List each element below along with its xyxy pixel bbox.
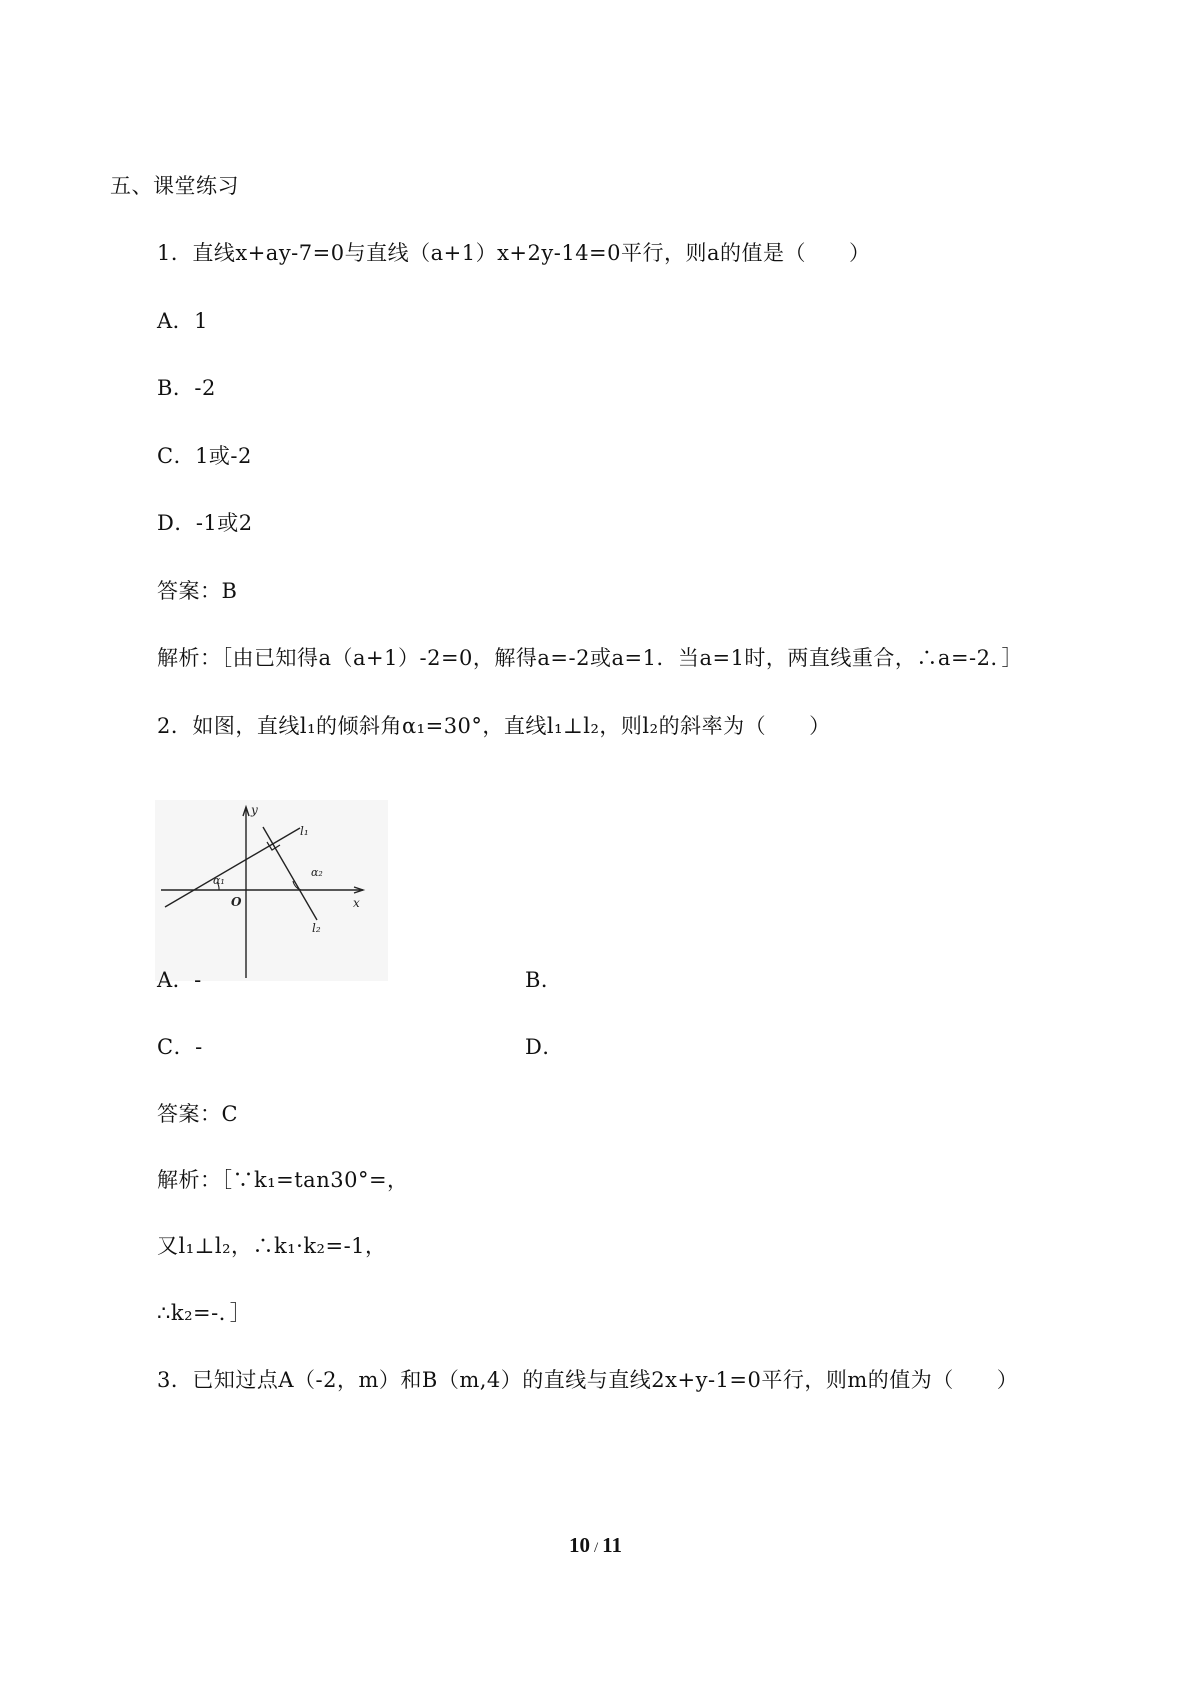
page-separator: / [593, 1540, 599, 1556]
current-page: 10 [568, 1533, 590, 1557]
section-title: 五、课堂练习 [110, 174, 239, 198]
question-2-option-d: D． [525, 1035, 564, 1059]
y-axis-label: y [251, 803, 258, 817]
question-1-stem: 1．直线x+ay-7=0与直线（a+1）x+2y-14=0平行，则a的值是（ ） [157, 241, 871, 265]
question-1-option-d: D．-1或2 [157, 511, 253, 535]
total-pages: 11 [602, 1533, 622, 1557]
page-number [0, 1533, 1191, 1558]
l1-label: l₁ [300, 824, 309, 838]
question-2-analysis-line-2: 又l₁⊥l₂，∴k₁·k₂=-1， [157, 1234, 387, 1258]
question-2-option-c: C．- [157, 1035, 203, 1059]
question-1-answer: 答案：B [157, 579, 238, 603]
l2-label: l₂ [312, 921, 321, 935]
question-2-option-b: B． [525, 968, 563, 992]
question-1-option-b: B．-2 [157, 376, 216, 400]
question-1-option-a: A．1 [157, 309, 209, 333]
line-l2 [263, 827, 317, 920]
question-2-figure [155, 800, 388, 981]
question-1-analysis: 解析：［由已知得a（a+1）-2=0，解得a=-2或a=1．当a=1时，两直线重合，∴a=-2．］ [157, 646, 1024, 670]
question-3-stem: 3．已知过点A（-2，m）和B（m,4）的直线与直线2x+y-1=0平行，则m的值为（ ） [157, 1368, 1019, 1392]
question-2-option-a: A．- [157, 968, 202, 992]
question-2-stem: 2．如图，直线l₁的倾斜角α₁=30°，直线l₁⊥l₂，则l₂的斜率为（ ） [157, 714, 831, 738]
question-2-answer: 答案：C [157, 1102, 239, 1126]
x-axis-label: x [353, 896, 360, 910]
alpha2-label: α₂ [311, 866, 323, 879]
alpha1-label: α₁ [213, 874, 225, 887]
question-2-analysis-line-1: 解析：［∵k₁=tan30°=， [157, 1168, 409, 1192]
question-2-analysis-line-3: ∴k₂=-．］ [157, 1301, 252, 1325]
origin-label: O [231, 895, 242, 909]
question-1-option-c: C．1或-2 [157, 444, 252, 468]
perpendicular-lines-diagram [155, 800, 388, 981]
